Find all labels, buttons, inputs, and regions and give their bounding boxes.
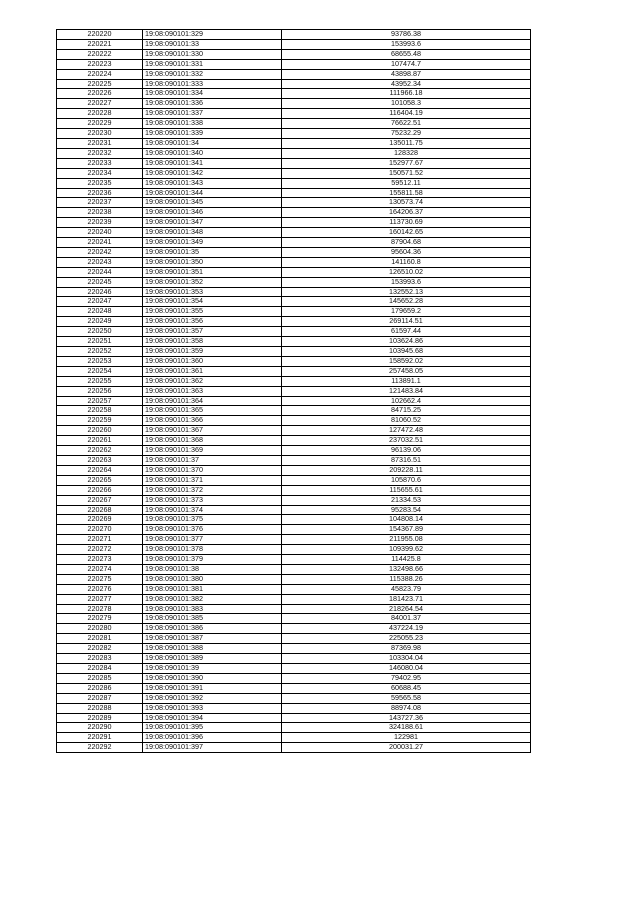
table-row	[57, 119, 531, 129]
row-number-cell: 220292	[57, 743, 143, 753]
value-cell: 103624.86	[282, 337, 531, 347]
cadastral-number-cell: 19:08:090101:35	[143, 247, 282, 257]
value-cell: 102662.4	[282, 396, 531, 406]
table-row	[57, 495, 531, 505]
value-cell: 150571.52	[282, 168, 531, 178]
cadastral-number-cell: 19:08:090101:397	[143, 743, 282, 753]
cadastral-number-cell: 19:08:090101:355	[143, 307, 282, 317]
table-row	[57, 356, 531, 366]
table-row	[57, 505, 531, 515]
cadastral-number-cell: 19:08:090101:367	[143, 426, 282, 436]
cadastral-number-cell: 19:08:090101:380	[143, 574, 282, 584]
value-cell: 122981	[282, 733, 531, 743]
value-cell: 113730.69	[282, 218, 531, 228]
value-cell: 152977.67	[282, 158, 531, 168]
cadastral-number-cell: 19:08:090101:38	[143, 564, 282, 574]
value-cell: 143727.36	[282, 713, 531, 723]
table-row	[57, 208, 531, 218]
value-cell: 88974.08	[282, 703, 531, 713]
value-cell: 115655.61	[282, 485, 531, 495]
table-row	[57, 535, 531, 545]
value-cell: 127472.48	[282, 426, 531, 436]
row-number-cell: 220230	[57, 129, 143, 139]
cadastral-number-cell: 19:08:090101:375	[143, 515, 282, 525]
cadastral-number-cell: 19:08:090101:345	[143, 198, 282, 208]
table-row	[57, 158, 531, 168]
row-number-cell: 220250	[57, 327, 143, 337]
data-table	[56, 29, 531, 753]
table-row	[57, 743, 531, 753]
table-row	[57, 426, 531, 436]
value-cell: 135011.75	[282, 138, 531, 148]
cadastral-number-cell: 19:08:090101:33	[143, 39, 282, 49]
row-number-cell: 220229	[57, 119, 143, 129]
table-row	[57, 317, 531, 327]
value-cell: 225055.23	[282, 634, 531, 644]
table-row	[57, 723, 531, 733]
table-row	[57, 69, 531, 79]
cadastral-number-cell: 19:08:090101:376	[143, 525, 282, 535]
row-number-cell: 220249	[57, 317, 143, 327]
table-row	[57, 39, 531, 49]
table-row	[57, 79, 531, 89]
row-number-cell: 220234	[57, 168, 143, 178]
value-cell: 153993.6	[282, 277, 531, 287]
row-number-cell: 220256	[57, 386, 143, 396]
table-row	[57, 555, 531, 565]
value-cell: 75232.29	[282, 129, 531, 139]
value-cell: 84001.37	[282, 614, 531, 624]
row-number-cell: 220261	[57, 436, 143, 446]
table-row	[57, 624, 531, 634]
cadastral-number-cell: 19:08:090101:359	[143, 347, 282, 357]
cadastral-number-cell: 19:08:090101:383	[143, 604, 282, 614]
table-row	[57, 327, 531, 337]
table-row	[57, 614, 531, 624]
row-number-cell: 220275	[57, 574, 143, 584]
cadastral-number-cell: 19:08:090101:346	[143, 208, 282, 218]
table-row	[57, 644, 531, 654]
value-cell: 116404.19	[282, 109, 531, 119]
row-number-cell: 220273	[57, 555, 143, 565]
value-cell: 146080.04	[282, 664, 531, 674]
table-row	[57, 545, 531, 555]
value-cell: 154367.89	[282, 525, 531, 535]
table-row	[57, 218, 531, 228]
row-number-cell: 220289	[57, 713, 143, 723]
value-cell: 158592.02	[282, 356, 531, 366]
cadastral-number-cell: 19:08:090101:396	[143, 733, 282, 743]
value-cell: 96139.06	[282, 446, 531, 456]
table-row	[57, 148, 531, 158]
row-number-cell: 220233	[57, 158, 143, 168]
cadastral-number-cell: 19:08:090101:392	[143, 693, 282, 703]
row-number-cell: 220243	[57, 257, 143, 267]
row-number-cell: 220288	[57, 703, 143, 713]
table-row	[57, 376, 531, 386]
row-number-cell: 220267	[57, 495, 143, 505]
cadastral-number-cell: 19:08:090101:334	[143, 89, 282, 99]
table-row	[57, 228, 531, 238]
table-row	[57, 178, 531, 188]
row-number-cell: 220246	[57, 287, 143, 297]
cadastral-number-cell: 19:08:090101:362	[143, 376, 282, 386]
row-number-cell: 220223	[57, 59, 143, 69]
value-cell: 103945.68	[282, 347, 531, 357]
row-number-cell: 220260	[57, 426, 143, 436]
cadastral-number-cell: 19:08:090101:387	[143, 634, 282, 644]
row-number-cell: 220245	[57, 277, 143, 287]
row-number-cell: 220284	[57, 664, 143, 674]
table-row	[57, 604, 531, 614]
cadastral-number-cell: 19:08:090101:352	[143, 277, 282, 287]
cadastral-number-cell: 19:08:090101:395	[143, 723, 282, 733]
row-number-cell: 220259	[57, 416, 143, 426]
value-cell: 43952.34	[282, 79, 531, 89]
value-cell: 81060.52	[282, 416, 531, 426]
table-row	[57, 238, 531, 248]
cadastral-number-cell: 19:08:090101:391	[143, 683, 282, 693]
row-number-cell: 220276	[57, 584, 143, 594]
value-cell: 21334.53	[282, 495, 531, 505]
table-row	[57, 564, 531, 574]
value-cell: 113891.1	[282, 376, 531, 386]
table-row	[57, 49, 531, 59]
cadastral-number-cell: 19:08:090101:390	[143, 673, 282, 683]
cadastral-number-cell: 19:08:090101:342	[143, 168, 282, 178]
cadastral-number-cell: 19:08:090101:369	[143, 446, 282, 456]
row-number-cell: 220263	[57, 455, 143, 465]
table-row	[57, 247, 531, 257]
value-cell: 95604.36	[282, 247, 531, 257]
value-cell: 103304.04	[282, 654, 531, 664]
cadastral-number-cell: 19:08:090101:382	[143, 594, 282, 604]
row-number-cell: 220271	[57, 535, 143, 545]
cadastral-number-cell: 19:08:090101:348	[143, 228, 282, 238]
cadastral-number-cell: 19:08:090101:366	[143, 416, 282, 426]
table-row	[57, 446, 531, 456]
cadastral-number-cell: 19:08:090101:372	[143, 485, 282, 495]
value-cell: 269114.51	[282, 317, 531, 327]
table-row	[57, 307, 531, 317]
value-cell: 237032.51	[282, 436, 531, 446]
cadastral-number-cell: 19:08:090101:354	[143, 297, 282, 307]
value-cell: 437224.19	[282, 624, 531, 634]
row-number-cell: 220266	[57, 485, 143, 495]
cadastral-number-cell: 19:08:090101:386	[143, 624, 282, 634]
row-number-cell: 220291	[57, 733, 143, 743]
row-number-cell: 220265	[57, 475, 143, 485]
row-number-cell: 220270	[57, 525, 143, 535]
cadastral-number-cell: 19:08:090101:385	[143, 614, 282, 624]
row-number-cell: 220236	[57, 188, 143, 198]
cadastral-number-cell: 19:08:090101:389	[143, 654, 282, 664]
table-row	[57, 634, 531, 644]
row-number-cell: 220278	[57, 604, 143, 614]
row-number-cell: 220237	[57, 198, 143, 208]
row-number-cell: 220244	[57, 267, 143, 277]
value-cell: 160142.65	[282, 228, 531, 238]
row-number-cell: 220221	[57, 39, 143, 49]
table-row	[57, 277, 531, 287]
table-row	[57, 693, 531, 703]
cadastral-number-cell: 19:08:090101:364	[143, 396, 282, 406]
row-number-cell: 220286	[57, 683, 143, 693]
row-number-cell: 220279	[57, 614, 143, 624]
cadastral-number-cell: 19:08:090101:370	[143, 465, 282, 475]
table-row	[57, 188, 531, 198]
table-row	[57, 654, 531, 664]
row-number-cell: 220281	[57, 634, 143, 644]
row-number-cell: 220268	[57, 505, 143, 515]
value-cell: 257458.05	[282, 366, 531, 376]
value-cell: 218264.54	[282, 604, 531, 614]
row-number-cell: 220225	[57, 79, 143, 89]
row-number-cell: 220228	[57, 109, 143, 119]
value-cell: 95283.54	[282, 505, 531, 515]
value-cell: 209228.11	[282, 465, 531, 475]
row-number-cell: 220255	[57, 376, 143, 386]
value-cell: 179659.2	[282, 307, 531, 317]
value-cell: 145652.28	[282, 297, 531, 307]
value-cell: 109399.62	[282, 545, 531, 555]
value-cell: 211955.08	[282, 535, 531, 545]
row-number-cell: 220242	[57, 247, 143, 257]
table-row	[57, 683, 531, 693]
value-cell: 76622.51	[282, 119, 531, 129]
table-row	[57, 386, 531, 396]
value-cell: 141160.8	[282, 257, 531, 267]
table-row	[57, 89, 531, 99]
row-number-cell: 220262	[57, 446, 143, 456]
value-cell: 105870.6	[282, 475, 531, 485]
row-number-cell: 220251	[57, 337, 143, 347]
table-row	[57, 485, 531, 495]
cadastral-number-cell: 19:08:090101:357	[143, 327, 282, 337]
row-number-cell: 220285	[57, 673, 143, 683]
row-number-cell: 220227	[57, 99, 143, 109]
cadastral-number-cell: 19:08:090101:350	[143, 257, 282, 267]
row-number-cell: 220224	[57, 69, 143, 79]
table-row	[57, 574, 531, 584]
value-cell: 200031.27	[282, 743, 531, 753]
cadastral-number-cell: 19:08:090101:349	[143, 238, 282, 248]
value-cell: 115388.26	[282, 574, 531, 584]
value-cell: 153993.6	[282, 39, 531, 49]
cadastral-number-cell: 19:08:090101:393	[143, 703, 282, 713]
value-cell: 181423.71	[282, 594, 531, 604]
cadastral-number-cell: 19:08:090101:337	[143, 109, 282, 119]
value-cell: 107474.7	[282, 59, 531, 69]
row-number-cell: 220254	[57, 366, 143, 376]
value-cell: 111966.18	[282, 89, 531, 99]
cadastral-number-cell: 19:08:090101:351	[143, 267, 282, 277]
row-number-cell: 220277	[57, 594, 143, 604]
table-row	[57, 713, 531, 723]
table-row	[57, 109, 531, 119]
row-number-cell: 220257	[57, 396, 143, 406]
cadastral-number-cell: 19:08:090101:336	[143, 99, 282, 109]
cadastral-number-cell: 19:08:090101:371	[143, 475, 282, 485]
cadastral-number-cell: 19:08:090101:377	[143, 535, 282, 545]
row-number-cell: 220241	[57, 238, 143, 248]
row-number-cell: 220240	[57, 228, 143, 238]
value-cell: 132498.66	[282, 564, 531, 574]
cadastral-number-cell: 19:08:090101:329	[143, 30, 282, 40]
value-cell: 324188.61	[282, 723, 531, 733]
table-row	[57, 465, 531, 475]
cadastral-number-cell: 19:08:090101:344	[143, 188, 282, 198]
table-row	[57, 99, 531, 109]
value-cell: 43898.87	[282, 69, 531, 79]
table-row	[57, 297, 531, 307]
cadastral-number-cell: 19:08:090101:340	[143, 148, 282, 158]
cadastral-number-cell: 19:08:090101:361	[143, 366, 282, 376]
value-cell: 130573.74	[282, 198, 531, 208]
row-number-cell: 220253	[57, 356, 143, 366]
row-number-cell: 220290	[57, 723, 143, 733]
table-row	[57, 287, 531, 297]
row-number-cell: 220283	[57, 654, 143, 664]
value-cell: 114425.8	[282, 555, 531, 565]
cadastral-number-cell: 19:08:090101:37	[143, 455, 282, 465]
cadastral-number-cell: 19:08:090101:356	[143, 317, 282, 327]
cadastral-number-cell: 19:08:090101:379	[143, 555, 282, 565]
row-number-cell: 220282	[57, 644, 143, 654]
table-row	[57, 337, 531, 347]
table-row	[57, 347, 531, 357]
cadastral-number-cell: 19:08:090101:339	[143, 129, 282, 139]
row-number-cell: 220226	[57, 89, 143, 99]
cadastral-number-cell: 19:08:090101:39	[143, 664, 282, 674]
value-cell: 87369.98	[282, 644, 531, 654]
row-number-cell: 220247	[57, 297, 143, 307]
cadastral-number-cell: 19:08:090101:333	[143, 79, 282, 89]
table-row	[57, 525, 531, 535]
value-cell: 132552.13	[282, 287, 531, 297]
row-number-cell: 220252	[57, 347, 143, 357]
row-number-cell: 220274	[57, 564, 143, 574]
table-row	[57, 673, 531, 683]
table-row	[57, 475, 531, 485]
table-row	[57, 168, 531, 178]
value-cell: 121483.84	[282, 386, 531, 396]
cadastral-number-cell: 19:08:090101:365	[143, 406, 282, 416]
table-row	[57, 436, 531, 446]
cadastral-number-cell: 19:08:090101:378	[143, 545, 282, 555]
value-cell: 84715.25	[282, 406, 531, 416]
table-row	[57, 515, 531, 525]
value-cell: 45823.79	[282, 584, 531, 594]
table-body	[57, 30, 531, 753]
table-row	[57, 416, 531, 426]
row-number-cell: 220238	[57, 208, 143, 218]
value-cell: 164206.37	[282, 208, 531, 218]
value-cell: 104808.14	[282, 515, 531, 525]
value-cell: 61597.44	[282, 327, 531, 337]
table-row	[57, 584, 531, 594]
cadastral-number-cell: 19:08:090101:368	[143, 436, 282, 446]
cadastral-number-cell: 19:08:090101:34	[143, 138, 282, 148]
table-row	[57, 257, 531, 267]
table-row	[57, 594, 531, 604]
cadastral-number-cell: 19:08:090101:347	[143, 218, 282, 228]
table-row	[57, 267, 531, 277]
cadastral-number-cell: 19:08:090101:332	[143, 69, 282, 79]
table-row	[57, 703, 531, 713]
value-cell: 87316.51	[282, 455, 531, 465]
row-number-cell: 220231	[57, 138, 143, 148]
value-cell: 101058.3	[282, 99, 531, 109]
row-number-cell: 220222	[57, 49, 143, 59]
row-number-cell: 220239	[57, 218, 143, 228]
cadastral-number-cell: 19:08:090101:374	[143, 505, 282, 515]
table-row	[57, 59, 531, 69]
cadastral-number-cell: 19:08:090101:394	[143, 713, 282, 723]
value-cell: 155811.58	[282, 188, 531, 198]
cadastral-number-cell: 19:08:090101:353	[143, 287, 282, 297]
row-number-cell: 220220	[57, 30, 143, 40]
value-cell: 59565.58	[282, 693, 531, 703]
row-number-cell: 220287	[57, 693, 143, 703]
value-cell: 59512.11	[282, 178, 531, 188]
row-number-cell: 220272	[57, 545, 143, 555]
cadastral-number-cell: 19:08:090101:381	[143, 584, 282, 594]
value-cell: 79402.95	[282, 673, 531, 683]
row-number-cell: 220232	[57, 148, 143, 158]
value-cell: 87904.68	[282, 238, 531, 248]
row-number-cell: 220248	[57, 307, 143, 317]
table-row	[57, 455, 531, 465]
cadastral-number-cell: 19:08:090101:343	[143, 178, 282, 188]
cadastral-number-cell: 19:08:090101:331	[143, 59, 282, 69]
cadastral-number-cell: 19:08:090101:330	[143, 49, 282, 59]
cadastral-number-cell: 19:08:090101:363	[143, 386, 282, 396]
value-cell: 126510.02	[282, 267, 531, 277]
row-number-cell: 220235	[57, 178, 143, 188]
table-row	[57, 664, 531, 674]
value-cell: 93786.38	[282, 30, 531, 40]
table-row	[57, 406, 531, 416]
table-row	[57, 396, 531, 406]
table-row	[57, 129, 531, 139]
row-number-cell: 220269	[57, 515, 143, 525]
value-cell: 60688.45	[282, 683, 531, 693]
row-number-cell: 220264	[57, 465, 143, 475]
cadastral-number-cell: 19:08:090101:360	[143, 356, 282, 366]
table-row	[57, 733, 531, 743]
value-cell: 128328	[282, 148, 531, 158]
table-row	[57, 138, 531, 148]
cadastral-number-cell: 19:08:090101:338	[143, 119, 282, 129]
table-row	[57, 30, 531, 40]
cadastral-number-cell: 19:08:090101:373	[143, 495, 282, 505]
cadastral-number-cell: 19:08:090101:388	[143, 644, 282, 654]
cadastral-number-cell: 19:08:090101:358	[143, 337, 282, 347]
table-row	[57, 366, 531, 376]
table-row	[57, 198, 531, 208]
row-number-cell: 220258	[57, 406, 143, 416]
value-cell: 68655.48	[282, 49, 531, 59]
cadastral-number-cell: 19:08:090101:341	[143, 158, 282, 168]
row-number-cell: 220280	[57, 624, 143, 634]
